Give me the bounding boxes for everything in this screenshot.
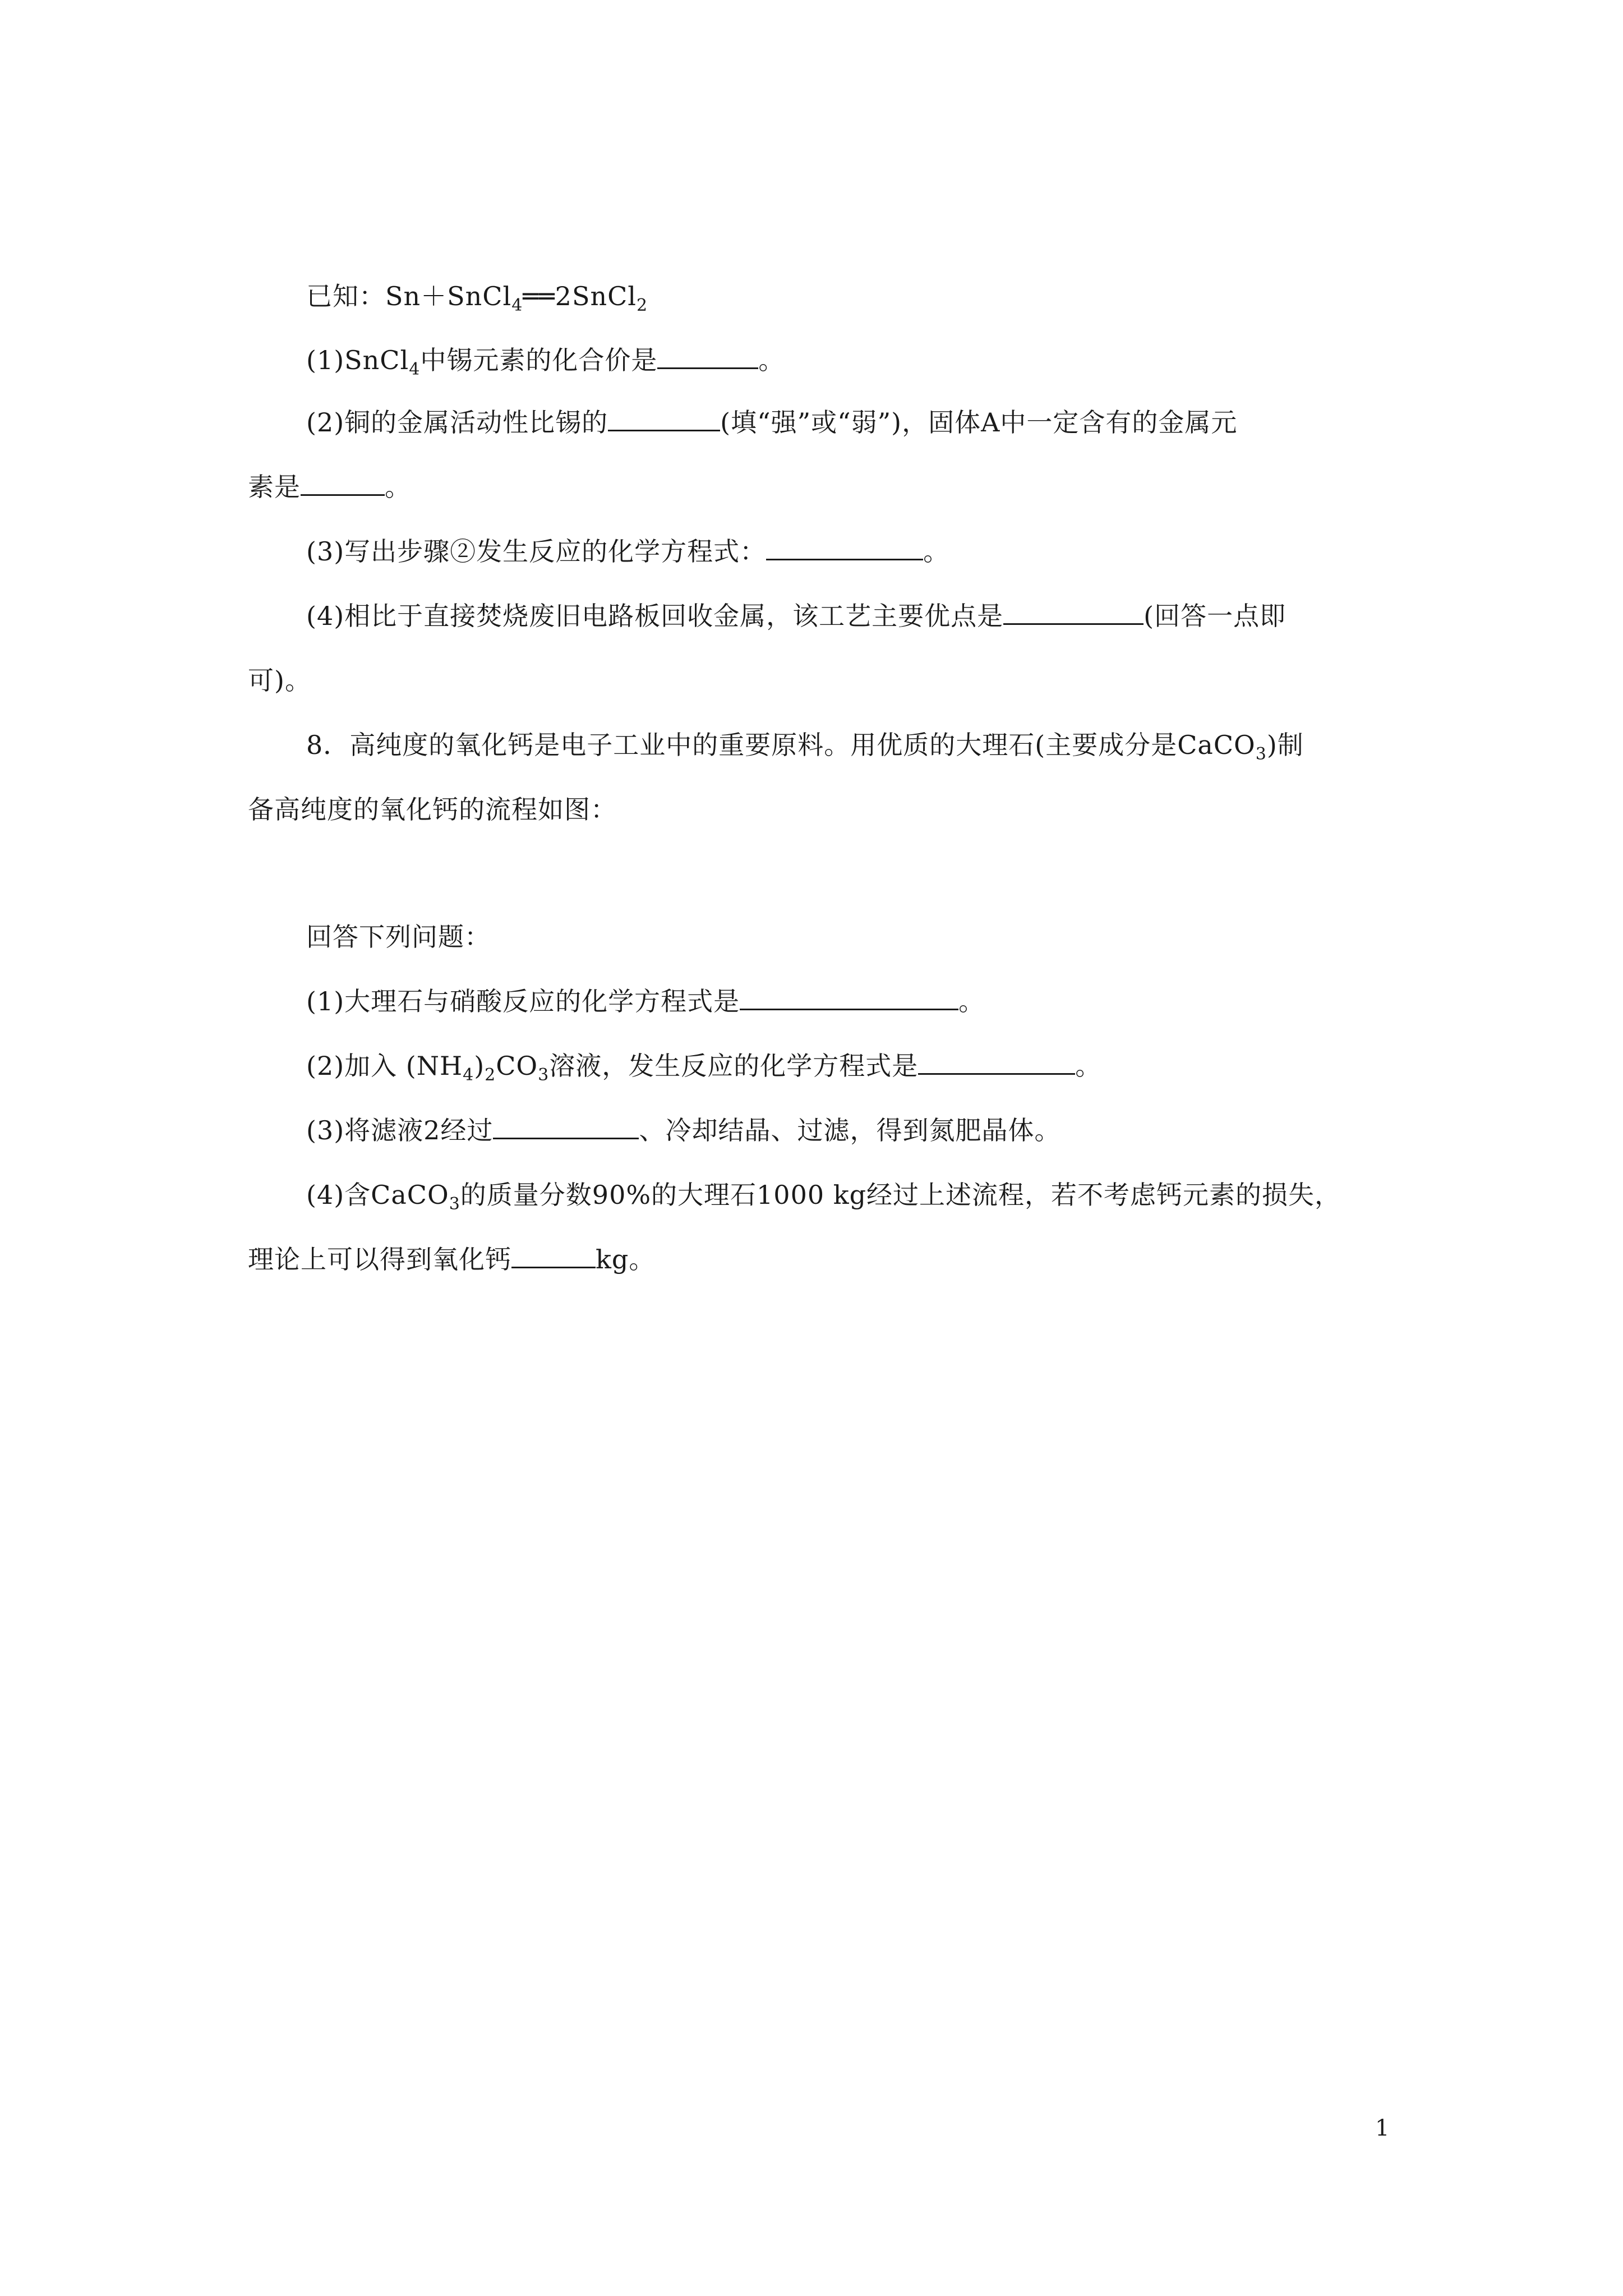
q8-part2: (2)加入 $(NH_4)_2CO_3$溶液，发生反应的化学方程式是 。 bbox=[306, 1051, 1102, 1085]
q8-part4: (4)含CaCO$_3$的质量分数90%的大理石1000 kg经过上述流程，若不考虑钙元素的损失， bbox=[306, 1180, 1341, 1214]
answer-blank[interactable] bbox=[740, 986, 958, 1010]
q8-intro-cont: 备高纯度的氧化钙的流程如图： bbox=[248, 794, 617, 825]
answer-blank[interactable] bbox=[493, 1115, 639, 1139]
q7-part4: (4)相比于直接焚烧废旧电路板回收金属，该工艺主要优点是 (回答一点即 bbox=[306, 601, 1287, 631]
answer-blank[interactable] bbox=[608, 407, 720, 431]
answer-blank[interactable] bbox=[766, 536, 923, 560]
answer-blank[interactable] bbox=[657, 345, 758, 369]
answer-blank[interactable] bbox=[918, 1051, 1075, 1075]
q8-answer-lead: 回答下列问题： bbox=[306, 922, 491, 952]
q7-part3: (3)写出步骤②发生反应的化学方程式： 。 bbox=[306, 536, 950, 567]
page-number: 1 bbox=[1375, 2115, 1390, 2141]
q8-intro: 8．高纯度的氧化钙是电子工业中的重要原料。用优质的大理石(主要成分是CaCO$_3$)制 bbox=[306, 730, 1304, 765]
q7-part4-cont: 可)。 bbox=[248, 665, 311, 696]
q7-part2: (2)铜的金属活动性比锡的 (填“强”或“弱”)，固体A中一定含有的金属元 bbox=[306, 407, 1238, 438]
q7-part1: (1)SnCl$_4$中锡元素的化合价是 。 bbox=[306, 345, 785, 380]
answer-blank[interactable] bbox=[511, 1244, 596, 1268]
known-equation: 已知：Sn＋SnCl$_4$══2SnCl$_2$ bbox=[306, 281, 648, 316]
q8-part1: (1)大理石与硝酸反应的化学方程式是 。 bbox=[306, 986, 985, 1016]
answer-blank[interactable] bbox=[1003, 601, 1144, 625]
answer-blank[interactable] bbox=[301, 472, 385, 496]
q7-part2-cont: 素是 。 bbox=[248, 472, 411, 502]
q8-part4-cont: 理论上可以得到氧化钙 kg。 bbox=[248, 1244, 656, 1274]
q8-part3: (3)将滤液2经过 、冷却结晶、过滤，得到氮肥晶体。 bbox=[306, 1115, 1061, 1145]
